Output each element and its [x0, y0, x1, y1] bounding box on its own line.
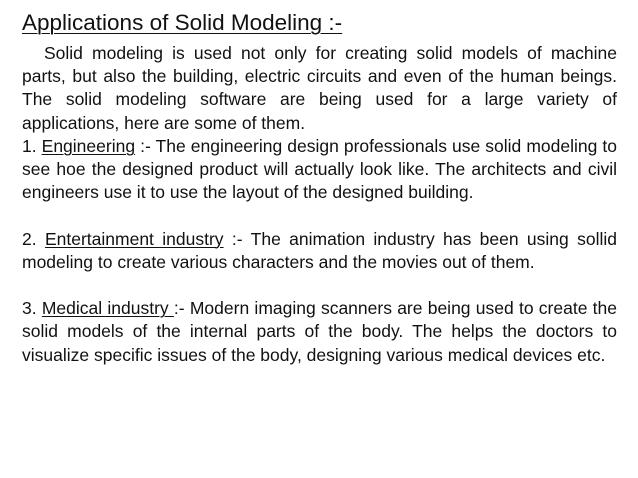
list-item-medical — [22, 297, 617, 367]
item-separator: :- — [231, 228, 243, 249]
item-separator: :- — [173, 298, 185, 319]
list-item-entertainment — [22, 228, 617, 274]
item-number: 2. — [22, 228, 37, 249]
intro-paragraph: Solid modeling is used not only for creating solid models of machine parts, but also the building, electric circuits and even of the human beings. The solid modeling software are being used for a large variety of applications, here are some of them. — [22, 43, 617, 133]
spacer — [22, 274, 617, 297]
list-item-engineering — [22, 135, 617, 205]
item-heading: Medical industry — [41, 298, 174, 319]
slide-title: Applications of Solid Modeling :- — [22, 10, 343, 35]
item-heading: Entertainment industry — [44, 228, 224, 249]
item-text: Modern imaging scanners are being used to create the solid models of the internal parts of the body. The helps the doctors to visualize specific issues of the body, designing various medical devices etc. — [22, 298, 617, 365]
item-heading: Engineering — [41, 135, 136, 156]
item-separator: :- — [140, 135, 151, 156]
item-number: 1. — [22, 135, 37, 156]
item-number: 3. — [22, 298, 37, 319]
spacer — [22, 204, 617, 227]
slide-body — [22, 42, 617, 367]
item-text: The engineering design professionals use solid modeling to see hoe the designed product will actually look like. The architects and civil engineers use it to use the layout of the designed building. — [22, 135, 617, 203]
item-text: The animation industry has been using sollid modeling to create various characters and the movies out of them. — [22, 228, 617, 272]
